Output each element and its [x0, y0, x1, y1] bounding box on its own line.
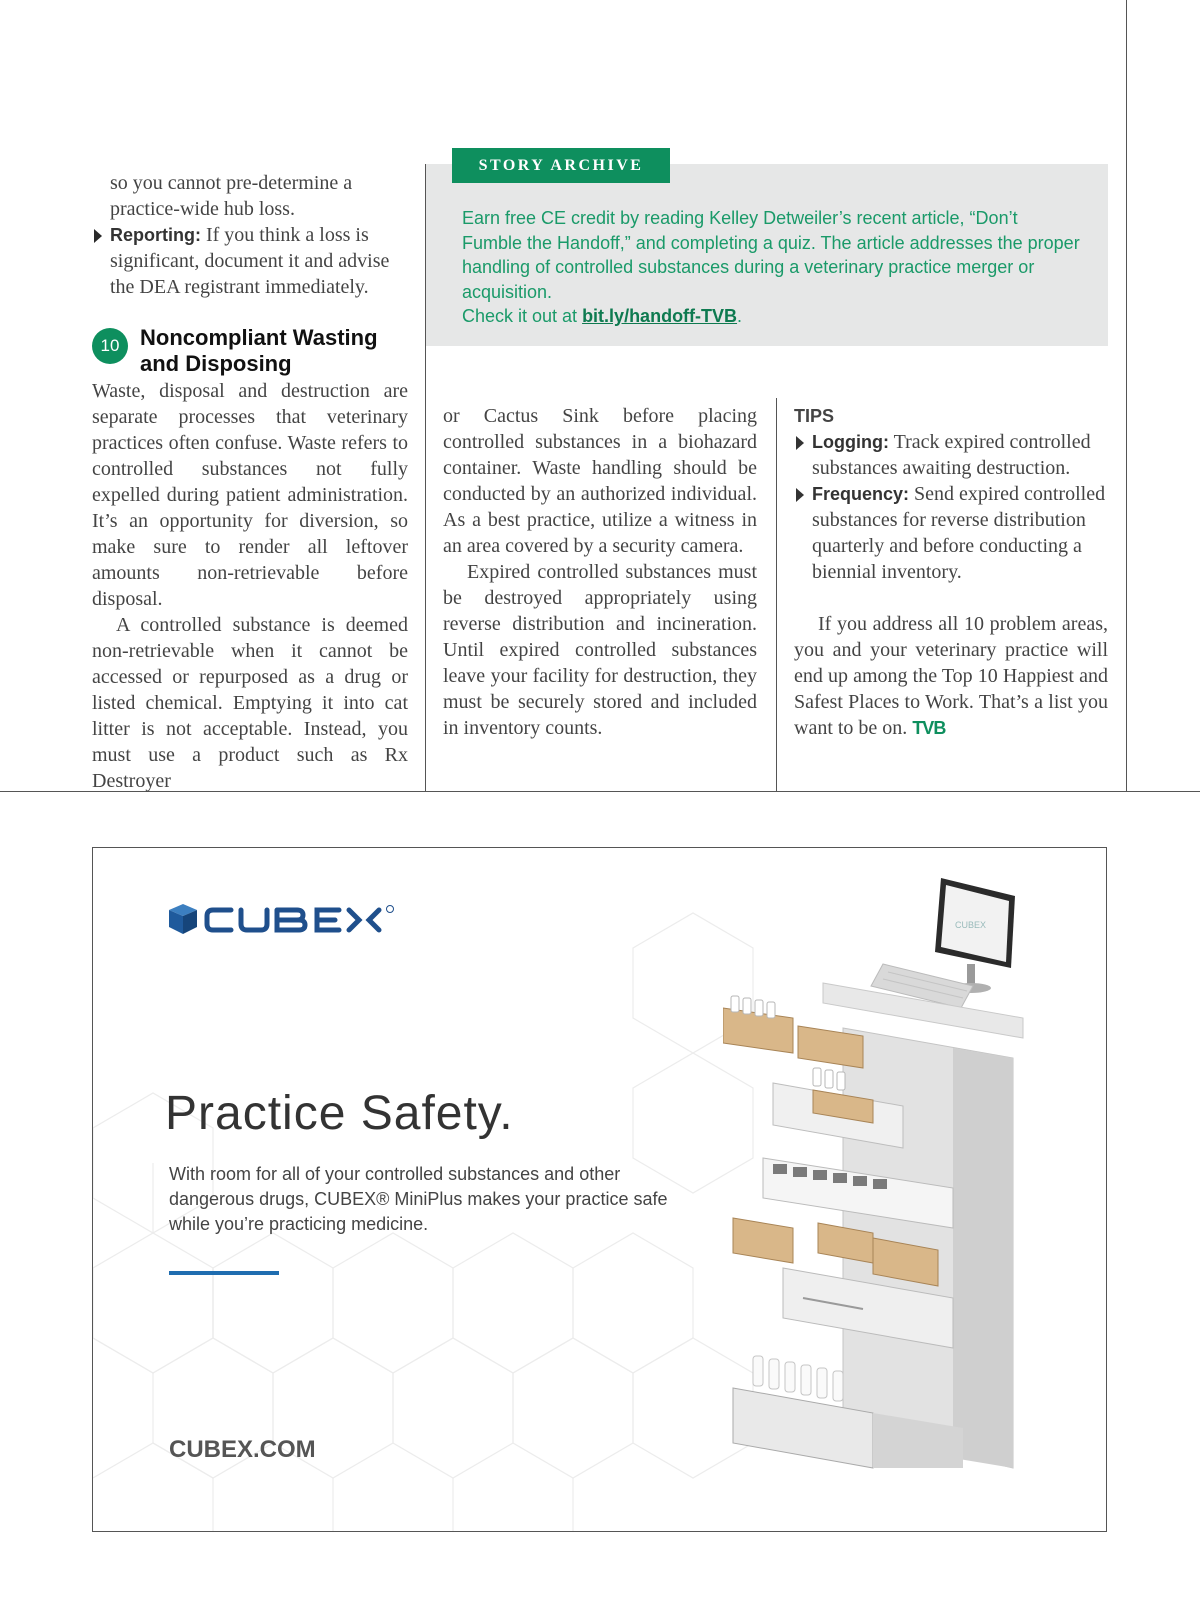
- bullet-arrow-icon: [796, 436, 804, 450]
- column-2-body: [443, 403, 757, 741]
- column-rule-2: [776, 398, 777, 792]
- bullet-arrow-icon: [94, 229, 102, 243]
- closing-text: If you address all 10 problem areas, you and your veterinary practice will end up among the Top 10 Happiest and Safest Places to Work. That’s a list you want to be on.: [794, 613, 1108, 739]
- tip-lead: Frequency:: [812, 484, 910, 504]
- column-1-top: [92, 170, 408, 300]
- ad-accent-rule: [169, 1271, 279, 1275]
- paragraph: or Cactus Sink before placing controlled substances in a biohazard container. Waste handling should be conducted by an authorized individual. As a best practice, utilize a witness in an area covered by a security camera.: [443, 405, 757, 557]
- reporting-bullet: [92, 222, 408, 300]
- cubex-miniplus-cabinet-illustration: [723, 868, 1063, 1508]
- story-archive-tab: STORY ARCHIVE: [452, 148, 670, 183]
- section-number-badge: 10: [92, 328, 128, 364]
- closing-paragraph: [794, 611, 1108, 741]
- cubex-logo: [169, 902, 409, 938]
- column-1-body: [92, 378, 408, 794]
- ad-body-text: With room for all of your controlled substances and other dangerous drugs, CUBEX® MiniPlus makes your practice safe while you’re practicing medicine.: [169, 1164, 668, 1234]
- story-archive-link[interactable]: bit.ly/handoff-TVB: [582, 306, 738, 326]
- paragraph: A controlled substance is deemed non-retrievable when it cannot be accessed or repurposed as a drug or listed chemical. Emptying it into cat litter is not acceptable. Instead, you must use a product such as Rx Destroyer: [92, 614, 408, 792]
- paragraph: Expired controlled substances must be destroyed appropriately using reverse distribution and incineration. Until expired controlled substances leave your facility for destruction, they must be securely stored and included in inventory counts.: [443, 561, 757, 739]
- ad-headline: Practice Safety.: [165, 1087, 514, 1140]
- story-archive-cta: Check it out at: [462, 306, 583, 326]
- section-heading: [92, 325, 408, 377]
- cube-icon: [169, 904, 197, 934]
- story-archive-text: [462, 206, 1082, 329]
- reporting-lead: Reporting:: [110, 225, 201, 245]
- story-archive-body: Earn free CE credit by reading Kelley Detweiler’s recent article, “Don’t Fumble the Handoff,” and completing a quiz. The article addresses the proper handling of controlled substances during a veterinary practice merger or acquisition.: [462, 208, 1080, 302]
- monitor-screen-text: CUBEX: [955, 920, 987, 930]
- tip-text: Send expired controlled substances for reverse distribution quarterly and before conducting a biennial inventory.: [812, 483, 1106, 583]
- tip-text: Track expired controlled substances awaiting destruction.: [812, 431, 1091, 479]
- ad-website-link[interactable]: CUBEX.COM: [169, 1436, 316, 1463]
- tvb-end-logo: TVB: [912, 718, 946, 738]
- paragraph: Waste, disposal and destruction are separate processes that veterinary practices often confuse. Waste refers to controlled substances not fully expelled during patient administration. It’s an opportunity for diversion, so make sure to render all leftover amounts non-retrievable before disposal.: [92, 380, 408, 610]
- column-3-body: [794, 403, 1108, 741]
- tip-logging: [794, 429, 1108, 481]
- tip-frequency: [794, 481, 1108, 585]
- cubex-advertisement: [92, 847, 1107, 1532]
- section-title: Noncompliant Wasting and Disposing: [140, 325, 378, 376]
- tip-lead: Logging:: [812, 432, 889, 452]
- right-margin-rule: [1126, 0, 1127, 792]
- reporting-text: If you think a loss is significant, document it and advise the DEA registrant immediately.: [110, 224, 390, 298]
- monitor-icon: [935, 878, 1015, 993]
- tips-heading: TIPS: [794, 406, 835, 426]
- bullet-arrow-icon: [796, 488, 804, 502]
- continued-bullet-text: so you cannot pre-determine a practice-wide hub loss.: [110, 172, 353, 220]
- story-archive-cta-end: .: [737, 306, 743, 326]
